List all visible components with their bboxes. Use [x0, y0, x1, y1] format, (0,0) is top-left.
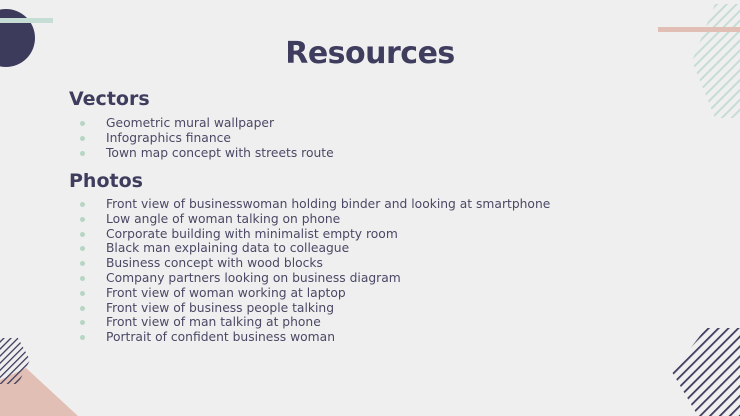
list-item: Front view of woman working at laptop	[80, 286, 550, 301]
list-item: Low angle of woman talking on phone	[80, 212, 550, 227]
mint-bar-decoration	[0, 18, 60, 24]
bullet-icon	[80, 291, 85, 296]
navy-striped-hexagon-decoration	[670, 326, 740, 416]
pink-bar-decoration	[658, 27, 740, 33]
list-item: Company partners looking on business diagram	[80, 271, 550, 286]
page-title: Resources	[285, 36, 455, 71]
bullet-icon	[80, 335, 85, 340]
section-heading-photos: Photos	[69, 170, 143, 192]
vectors-list	[80, 116, 334, 160]
list-item: Front view of man talking at phone	[80, 315, 550, 330]
bullet-icon	[80, 136, 85, 141]
list-item: Front view of businesswoman holding binder and looking at smartphone	[80, 197, 550, 212]
bullet-icon	[80, 121, 85, 126]
photos-list	[80, 197, 550, 345]
navy-striped-hexagon-small-decoration	[0, 334, 32, 390]
bullet-icon	[80, 306, 85, 311]
list-item: Portrait of confident business woman	[80, 330, 550, 345]
bullet-icon	[80, 232, 85, 237]
bullet-icon	[80, 151, 85, 156]
list-item: Geometric mural wallpaper	[80, 116, 334, 131]
bullet-icon	[80, 320, 85, 325]
bullet-icon	[80, 217, 85, 222]
list-item: Business concept with wood blocks	[80, 256, 550, 271]
list-item: Corporate building with minimalist empty room	[80, 227, 550, 242]
bullet-icon	[80, 202, 85, 207]
section-heading-vectors: Vectors	[69, 88, 150, 110]
list-item: Front view of business people talking	[80, 301, 550, 316]
list-item: Black man explaining data to colleague	[80, 241, 550, 256]
bullet-icon	[80, 261, 85, 266]
list-item: Town map concept with streets route	[80, 146, 334, 161]
list-item: Infographics finance	[80, 131, 334, 146]
bullet-icon	[80, 276, 85, 281]
bullet-icon	[80, 246, 85, 251]
